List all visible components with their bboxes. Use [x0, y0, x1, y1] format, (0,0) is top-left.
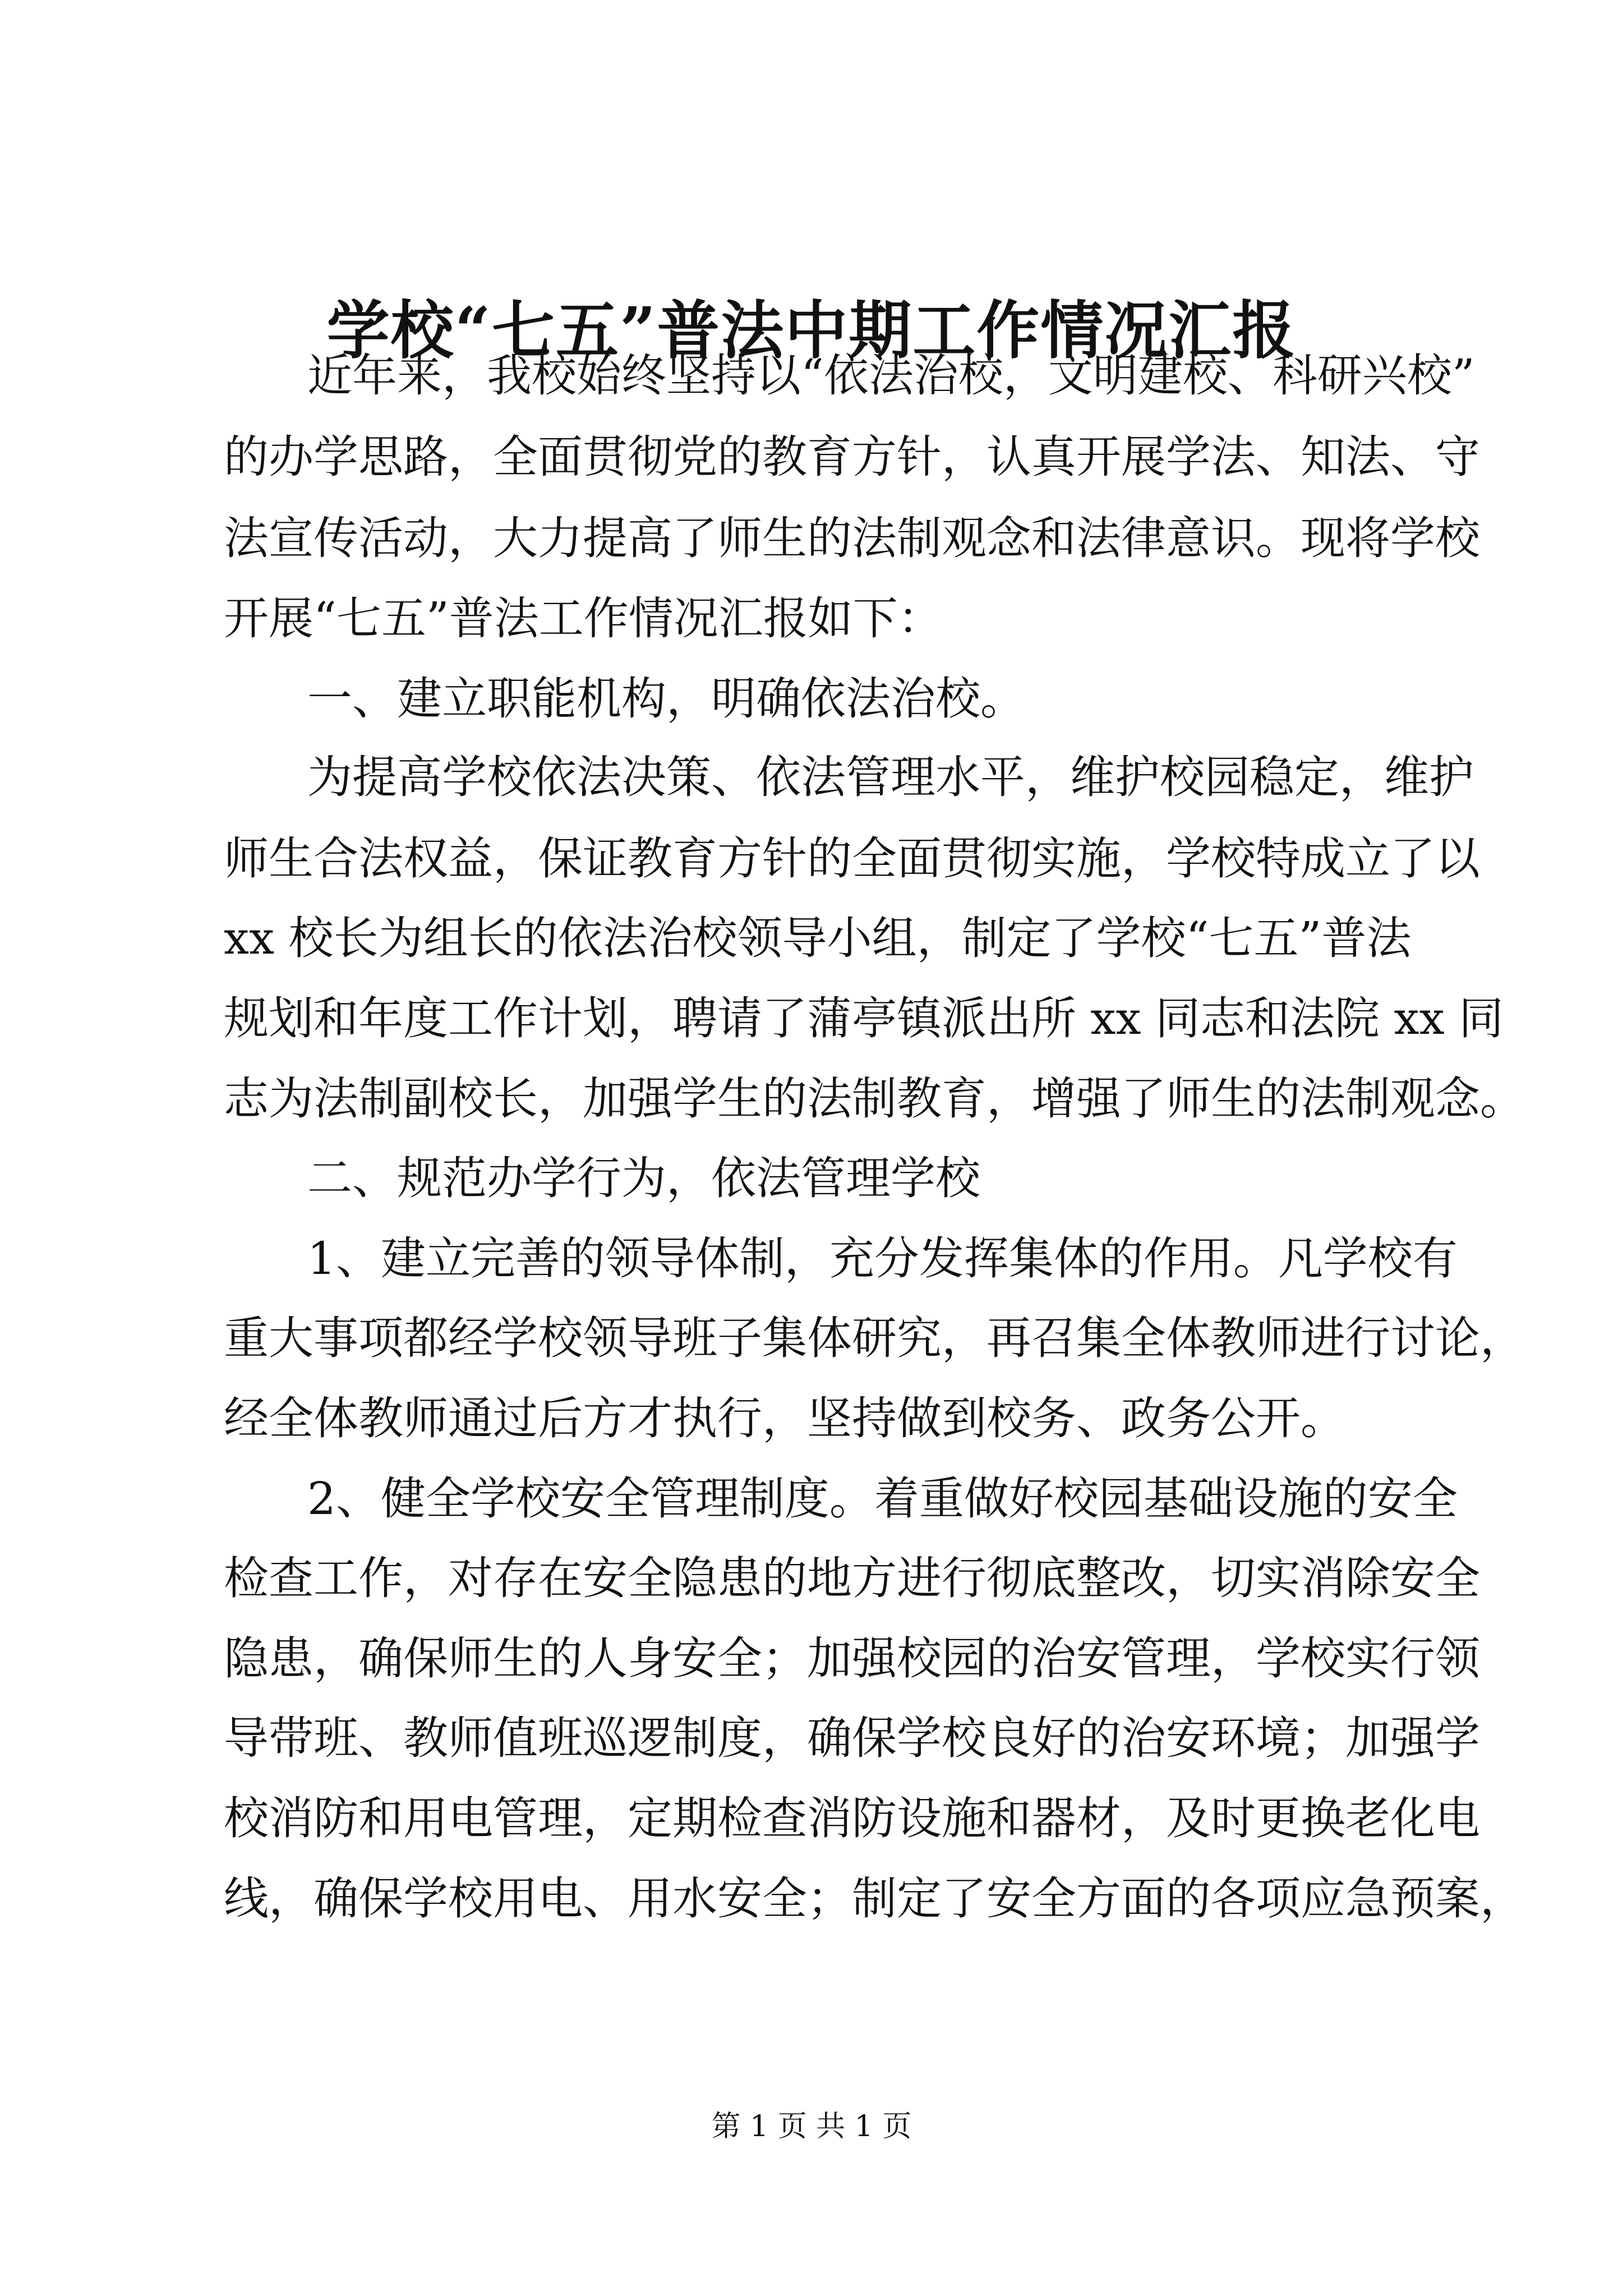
paragraph-line: 导带班、教师值班巡逻制度，确保学校良好的治安环境；加强学 — [224, 1712, 1480, 1764]
paragraph-line: 线，确保学校用电、用水安全；制定了安全方面的各项应急预案， — [224, 1872, 1525, 1925]
paragraph-line: 志为法制副校长，加强学生的法制教育，增强了师生的法制观念。 — [224, 1073, 1525, 1125]
paragraph-line: 检查工作，对存在安全隐患的地方进行彻底整改，切实消除安全 — [224, 1552, 1480, 1604]
paragraph-line: 隐患，确保师生的人身安全；加强校园的治安管理，学校实行领 — [224, 1632, 1480, 1685]
section-heading: 一、建立职能机构，明确依法治校。 — [307, 673, 1025, 725]
paragraph-line: 师生合法权益，保证教育方针的全面贯彻实施，学校特成立了以 — [224, 832, 1480, 885]
paragraph-line: 近年来，我校始终坚持以“依法治校，文明建校、科研兴校” — [307, 349, 1475, 402]
paragraph-line: 经全体教师通过后方才执行，坚持做到校务、政务公开。 — [224, 1392, 1345, 1444]
page-number-footer: 第 1 页 共 1 页 — [711, 2110, 912, 2143]
paragraph-line: 规划和年度工作计划，聘请了蒲亭镇派出所 xx 同志和法院 xx 同 — [224, 992, 1504, 1045]
paragraph-line: 为提高学校依法决策、依法管理水平，维护校园稳定，维护 — [307, 751, 1474, 803]
section-heading: 二、规范办学行为，依法管理学校 — [307, 1152, 980, 1204]
paragraph-line: 法宣传活动，大力提高了师生的法制观念和法律意识。现将学校 — [224, 512, 1480, 564]
paragraph-line: xx 校长为组长的依法治校领导小组，制定了学校“七五”普法 — [224, 912, 1412, 964]
paragraph-line: 开展“七五”普法工作情况汇报如下： — [224, 592, 943, 645]
paragraph-line: 校消防和用电管理，定期检查消防设施和器材，及时更换老化电 — [224, 1792, 1480, 1844]
paragraph-line: 2、健全学校安全管理制度。着重做好校园基础设施的安全 — [307, 1473, 1458, 1525]
document-title: 学校“七五”普法中期工作情况汇报 — [326, 294, 1297, 367]
paragraph-line: 重大事项都经学校领导班子集体研究，再召集全体教师进行讨论， — [224, 1312, 1525, 1364]
paragraph-line: 1、建立完善的领导体制，充分发挥集体的作用。凡学校有 — [307, 1232, 1458, 1285]
paragraph-line: 的办学思路，全面贯彻党的教育方针，认真开展学法、知法、守 — [224, 431, 1480, 483]
